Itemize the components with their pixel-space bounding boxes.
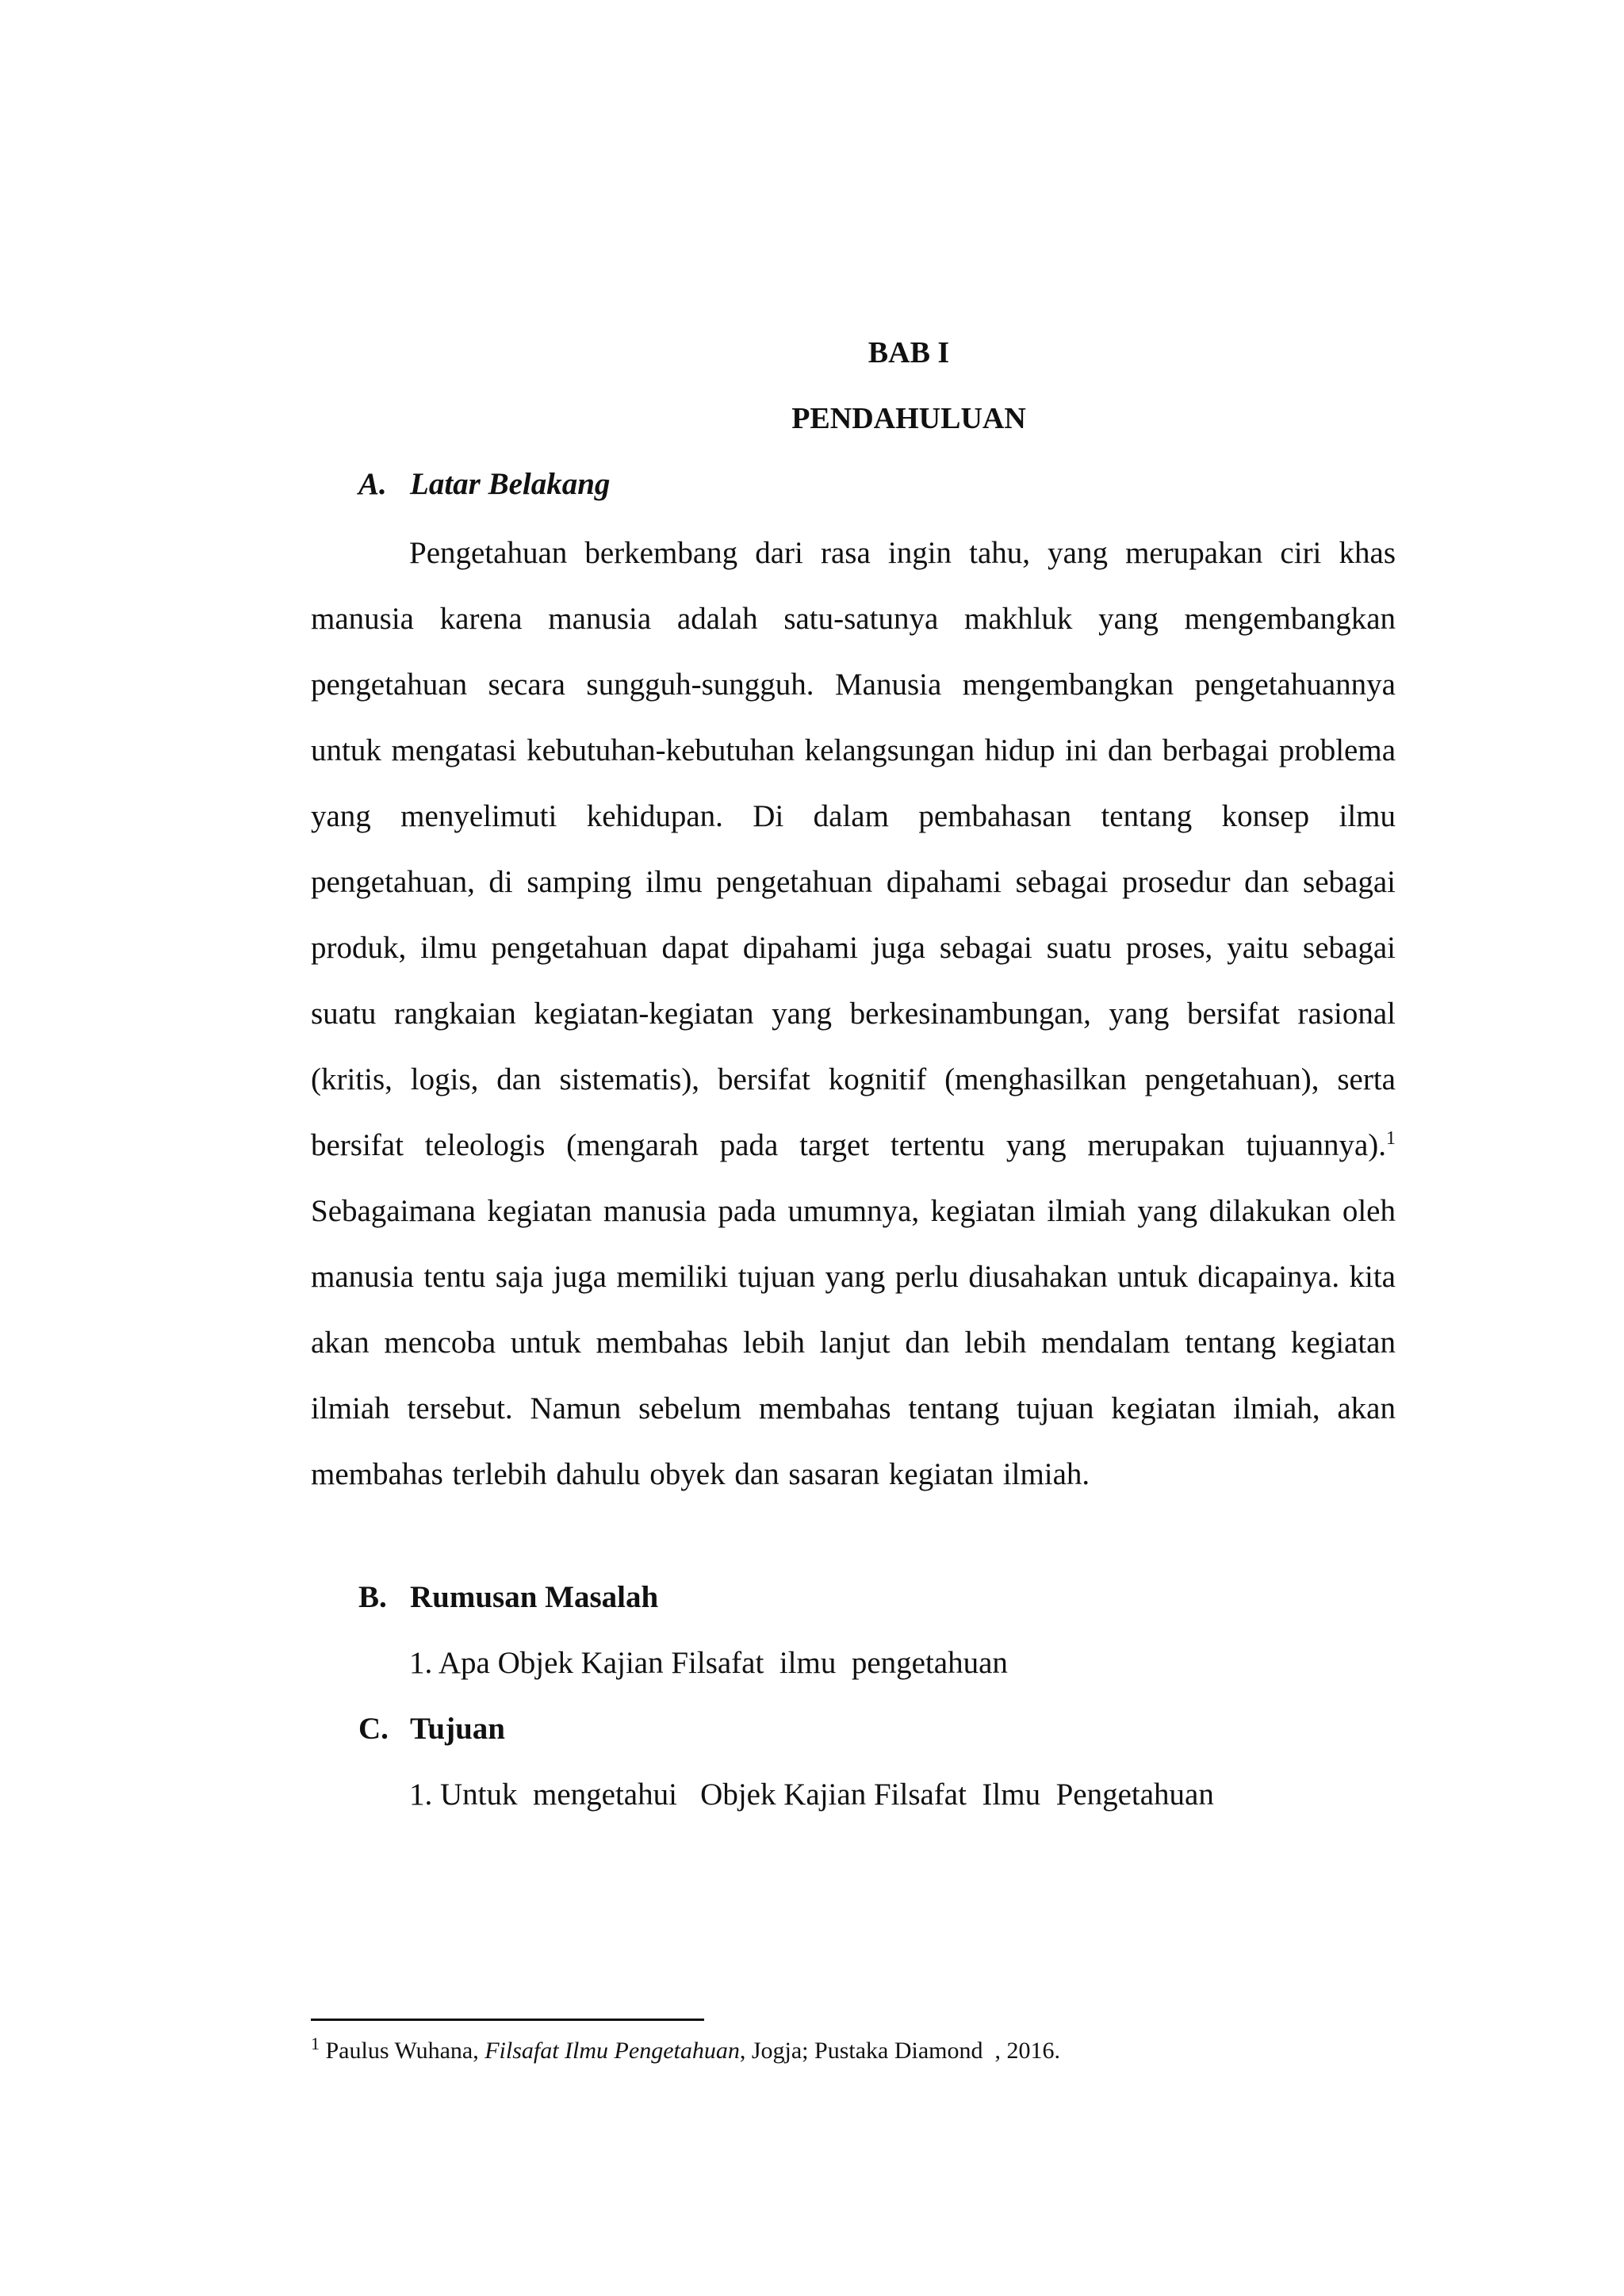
tujuan-list-item: 1. Untuk mengetahui Objek Kajian Filsafat Ilmu Pengetahuan	[409, 1777, 1214, 1812]
section-letter: B.	[358, 1580, 387, 1614]
footnote-divider	[311, 2019, 704, 2021]
footnote-number: 1	[311, 2034, 320, 2053]
footnote	[311, 2034, 1060, 2064]
section-letter: C.	[358, 1712, 389, 1746]
paragraph-text-part2: Sebagaimana kegiatan manusia pada umumnya, kegiatan ilmiah yang dilakukan oleh manusia tentu saja juga memiliki tujuan yang perlu diusahakan untuk dicapainya. kita akan mencoba untuk membahas lebih lanjut dan lebih mendalam tentang kegiatan ilmiah tersebut. Namun sebelum membahas tentang tujuan kegiatan ilmiah, akan membahas terlebih dahulu obyek dan sasaran kegiatan ilmiah.	[311, 1194, 1396, 1491]
rumusan-list-item: 1. Apa Objek Kajian Filsafat ilmu pengetahuan	[409, 1646, 1008, 1680]
chapter-title: PENDAHULUAN	[791, 402, 1026, 435]
section-heading-latar-belakang	[358, 466, 610, 502]
section-title: Tujuan	[410, 1712, 505, 1746]
section-letter: A.	[358, 467, 387, 501]
footnote-book-title: Filsafat Ilmu Pengetahuan	[485, 2038, 740, 2064]
footnote-reference: 1	[1386, 1128, 1396, 1149]
section-heading-rumusan-masalah	[358, 1579, 658, 1615]
background-paragraph	[311, 520, 1396, 1507]
section-title: Latar Belakang	[410, 467, 611, 501]
footnote-author: Paulus Wuhana,	[325, 2038, 485, 2064]
section-title: Rumusan Masalah	[410, 1580, 659, 1614]
section-heading-tujuan	[358, 1711, 505, 1747]
paragraph-text-part1: Pengetahuan berkembang dari rasa ingin tahu, yang merupakan ciri khas manusia karena manusia adalah satu-satunya makhluk yang mengembangkan pengetahuan secara sungguh-sungguh. Manusia mengembangkan pengetahuannya untuk mengatasi kebutuhan-kebutuhan kelangsungan hidup ini dan berbagai problema yang menyelimuti kehidupan. Di dalam pembahasan tentang konsep ilmu pengetahuan, di samping ilmu pengetahuan dipahami sebagai prosedur dan sebagai produk, ilmu pengetahuan dapat dipahami juga sebagai suatu proses, yaitu sebagai suatu rangkaian kegiatan-kegiatan yang berkesinambungan, yang bersifat rasional (kritis, logis, dan sistematis), bersifat kognitif (menghasilkan pengetahuan), serta bersifat teleologis (mengarah pada target tertentu yang merupakan tujuannya).	[311, 536, 1396, 1162]
chapter-number: BAB I	[868, 336, 950, 369]
footnote-publication: , Jogja; Pustaka Diamond , 2016.	[739, 2038, 1060, 2064]
